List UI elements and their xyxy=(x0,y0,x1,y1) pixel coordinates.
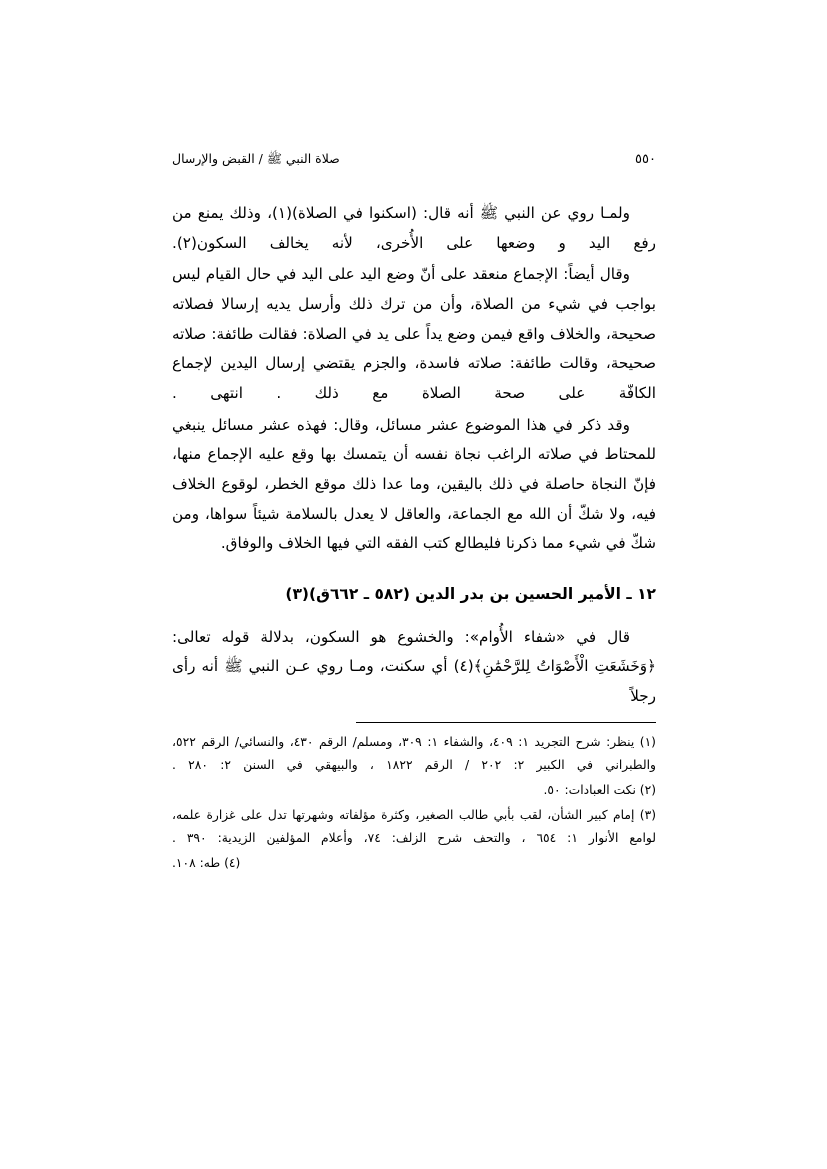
footnote-item: (١) ينظر: شرح التجريد ١: ٤٠٩، والشفاء ١: ٣٠٩، ومسلم/ الرقم ٤٣٠، والنسائي/ الرقم ٥٢٢، والطبراني في الكبير ٢: ٢٠٢ / الرقم ١٨٢٢ ، والبيهقي في السنن ٢: ٢٨٠ . xyxy=(172,734,656,773)
page-content xyxy=(172,150,656,876)
footnote-item: (٤) طه: ١٠٨. xyxy=(172,855,241,870)
footnotes-block xyxy=(172,731,656,876)
footnote-separator xyxy=(356,722,656,723)
footnote-item: (٣) إمام كبير الشأن، لقب بأبي طالب الصغير، وكثرة مؤلفاته وشهرتها تدل على غزارة علمه، لوامع الأنوار ١: ٦٥٤ ، والتحف شرح الزلف: ٧٤، وأعلام المؤلفين الزيدية: ٣٩٠ . xyxy=(172,807,656,846)
paragraph-after-heading: قال في «شفاء الأُوام»: والخشوع هو السكون، بدلالة قوله تعالى: ﴿وَخَشَعَتِ الْأَصْوَاتُ لِلرَّحْمَٰنِ﴾(٤) أي سكنت، ومـا روي عـن النبي ﷺ أنه رأى رجلاً xyxy=(172,627,657,706)
footnote-item: (٢) نكت العبادات: ٥٠. xyxy=(543,782,656,797)
running-header xyxy=(172,150,656,169)
page-number: ٥٥٠ xyxy=(635,152,656,167)
paragraph-1: ولمـا روي عن النبي ﷺ أنه قال: (اسكنوا في الصلاة)(١)، وذلك يمنع من رفع اليد و وضعها على الأُخرى، لأنه يخالف السكون(٢). xyxy=(172,204,656,252)
paragraph-2: وقال أيضاً: الإجماع منعقد على أنّ وضع اليد على اليد في حال القيام ليس بواجب في شيء من الصلاة، وأن من ترك ذلك وأرسل يديه إرسالا فصلاته صحيحة، والخلاف واقع فيمن وضع يداً على يد في الصلاة: فقالت طائفة: صلاته صحيحة، وقالت طائفة: صلاته فاسدة، والجزم يقتضي إرسال اليدين لإجماع الكافّة على صحة الصلاة مع ذلك . انتهى . xyxy=(172,265,656,403)
paragraph-3: وقد ذكر في هذا الموضوع عشر مسائل، وقال: فهذه عشر مسائل ينبغي للمحتاط في صلاته الراغب نجاة نفسه أن يتمسك بها وقع عليه الإجماع منها، فإنّ النجاة حاصلة في ذلك باليقين، وما عدا ذلك موقع الخطر، لوقوع الخلاف فيه، ولا شكّ أن الله مع الجماعة، والعاقل لا يعدل بالسلامة شيئاً سواها، ومن شكّ في شيء مما ذكرنا فليطالع كتب الفقه التي فيها الخلاف والوفاق. xyxy=(172,415,656,553)
section-heading: ١٢ ـ الأمير الحسين بن بدر الدين (٥٨٢ ـ ٦٦٢ق)(٣) xyxy=(285,584,656,603)
running-header-title: صلاة النبي ﷺ / القبض والإرسال xyxy=(172,151,340,166)
